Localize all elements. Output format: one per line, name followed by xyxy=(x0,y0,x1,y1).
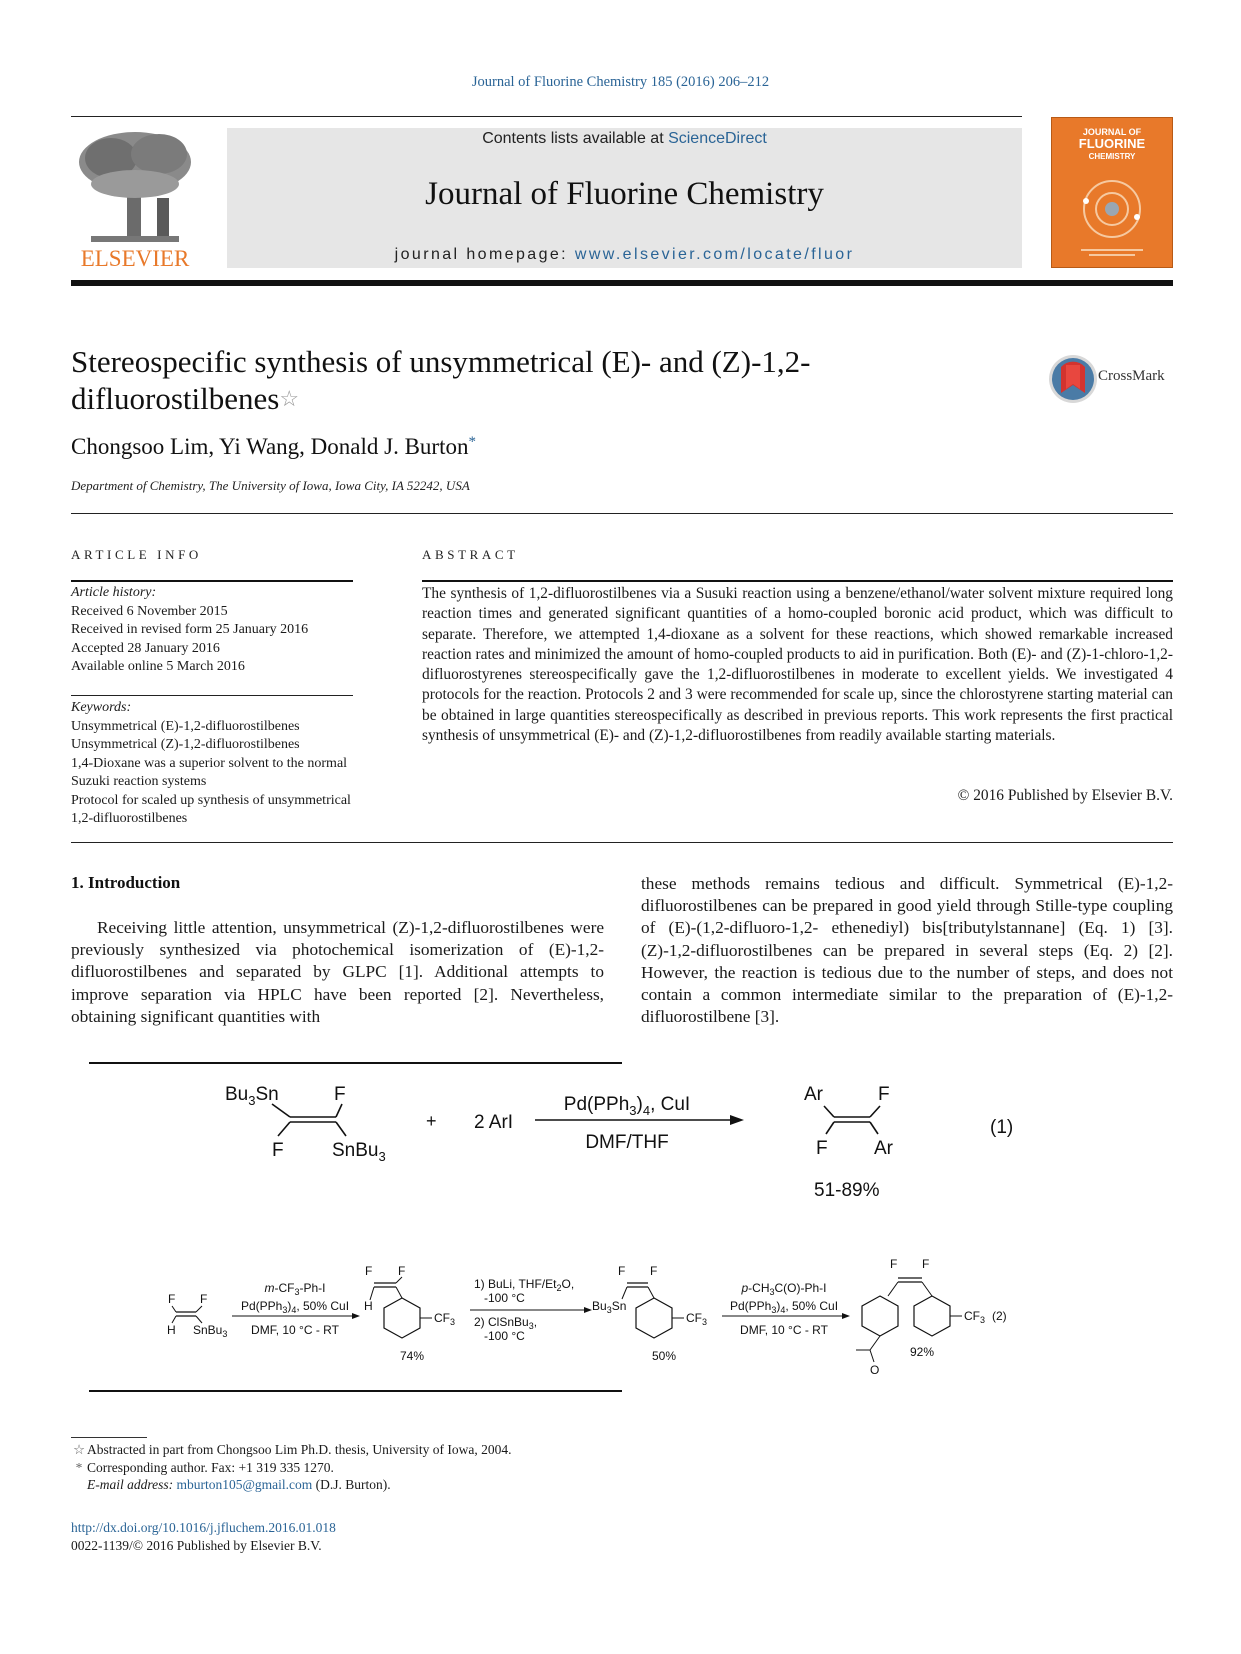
footnote-corresponding xyxy=(71,1459,771,1477)
affiliation: Department of Chemistry, The University of Iowa, Iowa City, IA 52242, USA xyxy=(71,478,470,493)
elsevier-wordmark: ELSEVIER xyxy=(80,246,190,270)
equation-1 xyxy=(225,1084,1013,1201)
eq1-reagent-bottom: DMF/THF xyxy=(585,1132,669,1153)
scheme-bottom-rule xyxy=(89,1390,622,1392)
abstract-text: The synthesis of 1,2-difluorostilbenes via a Susuki reaction using a benzene/ethanol/water solvent mixture required long reaction times and generated significant quantities of a homo-coupled boronic acid product, which was difficult to separate. Therefore, we attempted 1,4-dioxane as a solvent for these reactions, which showed remarkable increased reaction rates and minimized the amount of homo-coupled products to aid in purification. Both (E)- and (Z)-1-chloro-1,2-difluorostyrenes stereospecifically gave the 1,2-difluorostilbenes in moderate to excellent yields. We investigated 4 protocols for the reaction. Protocols 2 and 3 were recommended for scale up, since the chlorostyrene starting material can be obtained in large quantities stereospecifically as described in previous reports. This work represents the first practical synthesis of unsymmetrical (E)- and (Z)-1,2-difluorostilbenes from readily available starting materials. xyxy=(422,585,1173,745)
svg-text:Bu3Sn: $Bu_3Sn$ xyxy=(225,1084,279,1108)
cover-line1: JOURNAL OF xyxy=(1082,127,1142,137)
keywords xyxy=(71,699,353,829)
eq2-step2-b: -100 °C xyxy=(484,1291,525,1305)
intro-right-column: these methods remains tedious and difficult. Symmetrical (E)-1,2-difluorostilbenes can be prepared in good yield through Stille-type coupling of (E)-(1,2-difluoro-1,2- ethenediyl) bis[tributylstannane] (Eq. 1) [3]. (Z)-1,2-difluorostilbenes can be prepared in several steps (Eq. 2) [2]. However, the reaction is tedious due to the number of steps, and does not contain a common intermediate similar to the preparation of (E)-1,2-difluorostilbene [3]. xyxy=(641,874,1173,1027)
elsevier-logo xyxy=(71,128,199,270)
contents-line xyxy=(227,130,1022,148)
header-thick-rule xyxy=(71,280,1173,286)
keywords-label: Keywords: xyxy=(71,700,132,715)
email-link[interactable]: mburton105@gmail.com xyxy=(176,1477,313,1493)
journal-title: Journal of Fluorine Chemistry xyxy=(425,176,824,212)
eq2-yield2: 50% xyxy=(652,1349,677,1363)
svg-text:SnBu3: SnBu$_3$ xyxy=(193,1323,228,1339)
homepage-link[interactable]: www.elsevier.com/locate/fluor xyxy=(574,246,855,263)
eq2-step3-top: $p-CH_3C(O)-Ph-I$ xyxy=(741,1281,827,1297)
svg-text:H: H xyxy=(364,1299,373,1313)
contents-prefix: Contents lists available at xyxy=(482,130,669,147)
svg-text:F: F xyxy=(816,1138,828,1159)
email-suffix: (D.J. Burton). xyxy=(315,1477,391,1493)
equation-2 xyxy=(167,1257,1007,1377)
cover-line2: FLUORINE xyxy=(1078,136,1146,151)
eq2-yield1: 74% xyxy=(400,1349,425,1363)
abstract-heading: ABSTRACT xyxy=(422,547,519,562)
eq2-step2-c: 2) ClSnBu$_3$, xyxy=(474,1315,538,1331)
doi-link[interactable]: http://dx.doi.org/10.1016/j.jfluchem.2016.01.018 xyxy=(71,1520,336,1535)
aryl-iodide: 2 ArI xyxy=(474,1112,514,1133)
history-accepted: Accepted 28 January 2016 xyxy=(71,640,220,656)
svg-text:F: F xyxy=(398,1264,406,1278)
article-info-rule xyxy=(71,580,353,582)
keyword-item: Unsymmetrical (Z)-1,2-difluorostilbenes xyxy=(71,737,300,752)
scheme-top-rule xyxy=(89,1062,622,1064)
title-footnote-star[interactable]: ☆ xyxy=(279,386,300,411)
svg-text:O: O xyxy=(870,1363,880,1377)
authors xyxy=(71,434,476,460)
history-received: Received 6 November 2015 xyxy=(71,603,228,619)
cover-line3: CHEMISTRY xyxy=(1088,152,1136,161)
intro-heading: 1. Introduction xyxy=(71,873,181,892)
asterisk-icon: * xyxy=(75,1459,83,1475)
doi-block xyxy=(71,1519,336,1554)
plus-sign: + xyxy=(426,1111,437,1131)
star-icon: ☆ xyxy=(72,1442,86,1457)
svg-text:F: F xyxy=(334,1084,346,1105)
footnote-corresponding-text: Corresponding author. Fax: +1 319 335 1270. xyxy=(87,1459,334,1475)
eq1-label: (1) xyxy=(990,1117,1014,1138)
svg-text:F: F xyxy=(272,1140,284,1161)
homepage-prefix: journal homepage: xyxy=(394,246,575,263)
eq1-reagent-top: $Pd(PPh_3)_4$, CuI xyxy=(563,1094,691,1118)
footnote-rule xyxy=(71,1437,147,1438)
svg-text:F: F xyxy=(168,1292,176,1306)
eq2-step2-d: -100 °C xyxy=(484,1329,525,1343)
header-rule xyxy=(71,116,1022,117)
homepage-line xyxy=(227,246,1022,264)
footnote-thesis xyxy=(71,1441,771,1459)
intro-left-column: Receiving little attention, unsymmetrical (Z)-1,2-difluorostilbenes were previously synthesized via photochemical isomerization of (E)-1,2-difluorostilbenes and separated by GLPC [1]. Additional attempts to improve separation via HPLC have been reported [2]. Nevertheless, obtaining significant quantities with xyxy=(71,918,604,1026)
title-rule xyxy=(71,513,1173,514)
author-list: Chongsoo Lim, Yi Wang, Donald J. Burton xyxy=(71,434,469,459)
footnotes xyxy=(71,1441,771,1494)
keyword-item: Unsymmetrical (E)-1,2-difluorostilbenes xyxy=(71,718,300,734)
eq2-step3-bottom: DMF, 10 °C - RT xyxy=(740,1323,828,1337)
abstract-rule xyxy=(422,580,1173,582)
article-history xyxy=(71,584,353,677)
svg-text:CF3: $CF_3$ xyxy=(434,1311,456,1327)
keyword-item: Protocol for scaled up synthesis of unsymmetrical 1,2-difluorostilbenes xyxy=(71,792,351,826)
abstract-bottom-rule xyxy=(71,842,1173,843)
eq2-label: (2) xyxy=(992,1309,1007,1323)
journal-header-box xyxy=(227,128,1022,268)
eq1-yield: 51-89% xyxy=(814,1180,880,1201)
svg-text:F: F xyxy=(618,1264,626,1278)
journal-cover-image xyxy=(1051,117,1173,268)
svg-text:SnBu3: SnBu$_3$ xyxy=(332,1140,386,1164)
footnote-thesis-text: Abstracted in part from Chongsoo Lim Ph.D. thesis, University of Iowa, 2004. xyxy=(87,1442,512,1457)
svg-text:F: F xyxy=(650,1264,658,1278)
svg-text:F: F xyxy=(878,1084,890,1105)
svg-text:Ar: Ar xyxy=(804,1084,823,1105)
issn-line: 0022-1139/© 2016 Published by Elsevier B.V. xyxy=(71,1537,322,1553)
svg-text:F: F xyxy=(200,1292,208,1306)
keywords-rule xyxy=(71,695,353,696)
article-info-heading: ARTICLE INFO xyxy=(71,547,202,562)
eq2-step1-mid: $Pd(PPh_3)_4$, 50% CuI xyxy=(240,1299,350,1315)
journal-citation[interactable]: Journal of Fluorine Chemistry 185 (2016) 206–212 xyxy=(471,74,770,90)
svg-text:Ar: Ar xyxy=(874,1138,893,1159)
abstract-copyright: © 2016 Published by Elsevier B.V. xyxy=(957,787,1173,804)
reaction-schemes xyxy=(140,1070,1100,1388)
svg-text:Bu3Sn: $Bu_3Sn$ xyxy=(592,1299,627,1315)
article-title xyxy=(71,343,951,417)
eq2-step1-bottom: DMF, 10 °C - RT xyxy=(251,1323,339,1337)
eq2-yield3: 92% xyxy=(910,1345,935,1359)
history-label: Article history: xyxy=(71,585,157,600)
svg-text:F: F xyxy=(365,1264,373,1278)
svg-text:F: F xyxy=(890,1257,898,1271)
article-title-text: Stereospecific synthesis of unsymmetrical (E)- and (Z)-1,2-difluorostilbenes xyxy=(71,344,811,416)
corresponding-author-star[interactable]: * xyxy=(468,434,476,450)
history-revised: Received in revised form 25 January 2016 xyxy=(71,622,309,637)
svg-text:CF3: $CF_3$ xyxy=(686,1311,708,1327)
eq2-step1-top: $m-CF_3-Ph-I$ xyxy=(264,1281,326,1297)
svg-text:CF3: $CF_3$ xyxy=(964,1309,986,1325)
sciencedirect-link[interactable]: ScienceDirect xyxy=(668,130,767,147)
svg-text:F: F xyxy=(922,1257,930,1271)
footnote-email xyxy=(71,1476,771,1494)
svg-text:H: H xyxy=(167,1323,176,1337)
eq2-step3-mid: $Pd(PPh_3)_4$, 50% CuI xyxy=(729,1299,839,1315)
eq2-step2-a: 1) BuLi, THF/$Et_2O$, xyxy=(474,1277,575,1293)
email-label: E-mail address: xyxy=(87,1477,174,1493)
history-online: Available online 5 March 2016 xyxy=(71,659,245,674)
keyword-item: 1,4-Dioxane was a superior solvent to the normal Suzuki reaction systems xyxy=(71,755,348,789)
crossmark-label[interactable]: CrossMark xyxy=(1098,368,1165,384)
